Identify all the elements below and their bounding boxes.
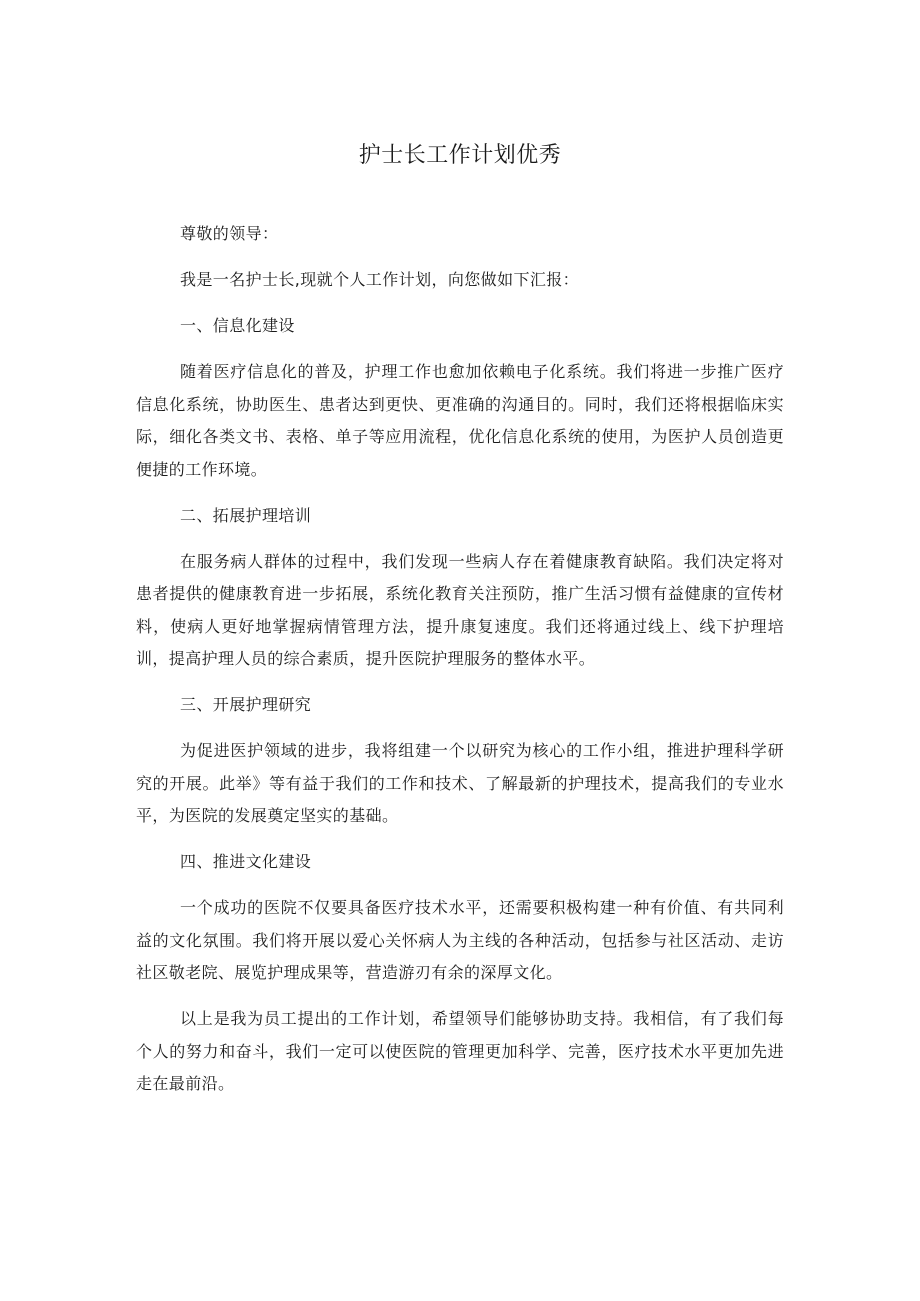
salutation: 尊敬的领导：	[180, 224, 279, 243]
section-heading-research: 三、开展护理研究	[180, 695, 312, 714]
document-body	[136, 218, 784, 1114]
section-body-training: 在服务病人群体的过程中，我们发现一些病人存在着健康教育缺陷。我们决定将对患者提供的健康教育进一步拓展，系统化教育关注预防，推广生活习惯有益健康的宣传材料，使病人更好地掌握病情管理方法，提升康复速度。我们还将通过线上、线下护理培训，提高护理人员的综合素质，提升医院护理服务的整体水平。	[136, 551, 784, 668]
section-heading-training: 二、拓展护理培训	[180, 505, 312, 525]
section-heading-culture: 四、推进文化建设	[180, 852, 312, 871]
intro-paragraph: 我是一名护士长,现就个人工作计划，向您做如下汇报：	[180, 270, 580, 289]
document-title: 护士长工作计划优秀	[358, 143, 562, 168]
section-body-culture: 一个成功的医院不仅要具备医疗技术水平，还需要积极构建一种有价值、有共同利益的文化氛围。我们将开展以爱心关怀病人为主线的各种活动，包括参与社区活动、走访社区敬老院、展览护理成果等，营造游刃有余的深厚文化。	[136, 898, 784, 982]
section-body-research: 为促进医护领域的进步，我将组建一个以研究为核心的工作小组，推进护理科学研究的开展。此举》等有益于我们的工作和技术、了解最新的护理技术，提高我们的专业水平，为医院的发展奠定坚实的基础。	[136, 741, 784, 825]
closing-paragraph: 以上是我为员工提出的工作计划，希望领导们能够协助支持。我相信，有了我们每个人的努力和奋斗，我们一定可以使医院的管理更加科学、完善，医疗技术水平更加先进走在最前沿。	[136, 1009, 784, 1093]
section-body-informatization: 随着医疗信息化的普及，护理工作也愈加依赖电子化系统。我们将进一步推广医疗信息化系统，协助医生、患者达到更快、更准确的沟通目的。同时，我们还将根据临床实际，细化各类文书、表格、单子等应用流程，优化信息化系统的使用，为医护人员创造更便捷的工作环境。	[136, 362, 784, 479]
section-heading-informatization: 一、信息化建设	[180, 316, 295, 335]
